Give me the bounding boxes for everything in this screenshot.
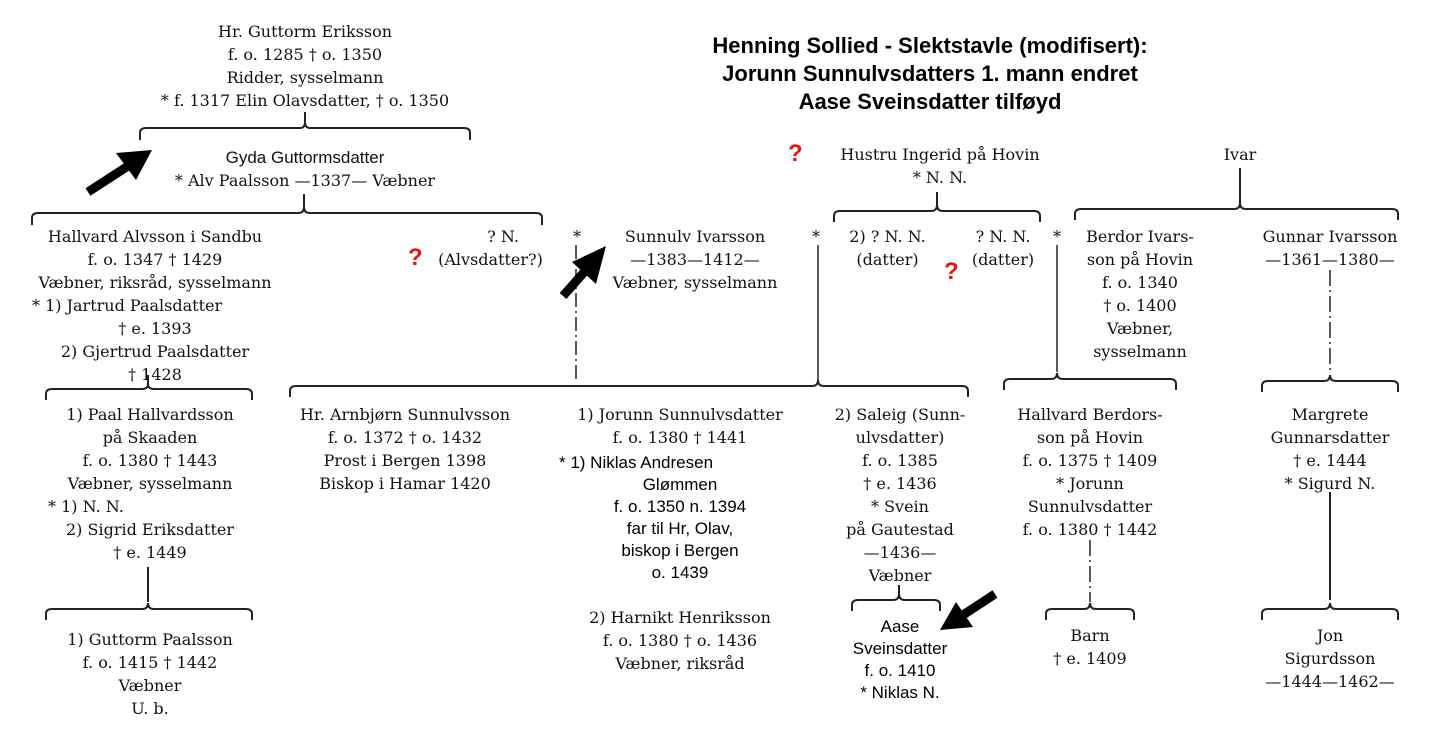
brace-gunnar: [1262, 375, 1398, 392]
person-ingerid: Hustru Ingerid på Hovin * N. N.: [840, 145, 1040, 187]
person-guttorm-eriksson: Hr. Guttorm Eriksson f. o. 1285 † o. 1350 Ridder, sysselmann * f. 1317 Elin Olavsdatter, † o. 1350: [160, 22, 450, 110]
brace-gyda-children: [32, 207, 542, 225]
person-jorunn: 1) Jorunn Sunnulvsdatter f. o. 1380 † 1441: [577, 405, 783, 447]
brace-sunnulv: [290, 380, 968, 397]
question-mark-datter: ?: [944, 258, 959, 285]
brace-guttorm: [140, 122, 470, 140]
question-mark-ingerid: ?: [788, 140, 803, 167]
brace-paal: [46, 603, 252, 620]
brace-hallvard: [46, 384, 252, 400]
chart-title-line2: Jorunn Sunnulvsdatters 1. mann endret: [722, 61, 1138, 86]
person-nn-datter-1: 2) ? N. N. (datter): [849, 227, 926, 269]
person-n-alvsdatter: ? N. (Alvsdatter?): [438, 227, 543, 269]
person-saleig: 2) Saleig (Sunn- ulvsdatter) f. o. 1385 † e. 1436 * Svein på Gautestad —1436— Væbner: [834, 405, 966, 585]
chart-title-line1: Henning Sollied - Slektstavle (modifisert):: [712, 33, 1148, 58]
person-arnbjorn: Hr. Arnbjørn Sunnulvsson f. o. 1372 † o. 1432 Prost i Bergen 1398 Biskop i Hamar 1420: [299, 405, 511, 493]
person-margrete: Margrete Gunnarsdatter † e. 1444 * Sigurd N.: [1270, 405, 1390, 493]
brace-berdor: [1004, 373, 1176, 390]
person-hallvard-alvsson: Hallvard Alvsson i Sandbu f. o. 1347 † 1429 Væbner, riksråd, sysselmann * 1) Jartrud Paalsdatter † e. 1393 2) Gjertrud Paalsdatter † 1428: [32, 227, 272, 384]
marker-sunnulv: *: [573, 227, 581, 246]
person-nn-datter-2: ? N. N. (datter): [971, 227, 1035, 269]
brace-saleig: [852, 594, 940, 611]
person-niklas: * 1) Niklas Andresen Glømmen f. o. 1350 n. 1394 far til Hr, Olav, biskop i Bergen o. 1439: [559, 453, 747, 582]
brace-hb: [1046, 603, 1134, 620]
person-guttorm-paalsson: 1) Guttorm Paalsson f. o. 1415 † 1442 Væbner U. b.: [67, 630, 233, 718]
person-jon: Jon Sigurdsson —1444—1462—: [1265, 626, 1395, 691]
brace-ingerid: [834, 205, 1040, 222]
question-mark-alvsdatter: ?: [408, 244, 423, 271]
person-sunnulv: Sunnulv Ivarsson —1383—1412— Væbner, sysselmann: [612, 227, 778, 292]
brace-margrete: [1262, 603, 1398, 620]
person-aase: Aase Sveinsdatter f. o. 1410 * Niklas N.: [852, 617, 948, 702]
person-ivar: Ivar: [1223, 145, 1257, 164]
person-hallvard-berdorsson: Hallvard Berdors- son på Hovin f. o. 1375 † 1409 * Jorunn Sunnulvsdatter f. o. 1380 † 1442: [1017, 405, 1163, 539]
person-barn: Barn † e. 1409: [1053, 626, 1127, 668]
person-gunnar: Gunnar Ivarsson —1361—1380—: [1262, 227, 1398, 269]
brace-ivar: [1075, 203, 1398, 220]
marker-nn: *: [812, 227, 820, 246]
person-berdor: Berdor Ivars- son på Hovin f. o. 1340 † o. 1400 Væbner, sysselmann: [1086, 227, 1194, 361]
person-gyda: Gyda Guttormsdatter * Alv Paalsson —1337— Væbner: [174, 148, 436, 190]
marker-berdor: *: [1053, 227, 1061, 246]
person-harnikt: 2) Harnikt Henriksson f. o. 1380 † o. 1436 Væbner, riksråd: [589, 608, 771, 673]
person-paal: 1) Paal Hallvardsson på Skaaden f. o. 1380 † 1443 Væbner, sysselmann * 1) N. N. 2) Sigrid Eriksdatter † e. 1449: [48, 405, 235, 562]
chart-title-line3: Aase Sveinsdatter tilføyd: [798, 89, 1062, 114]
